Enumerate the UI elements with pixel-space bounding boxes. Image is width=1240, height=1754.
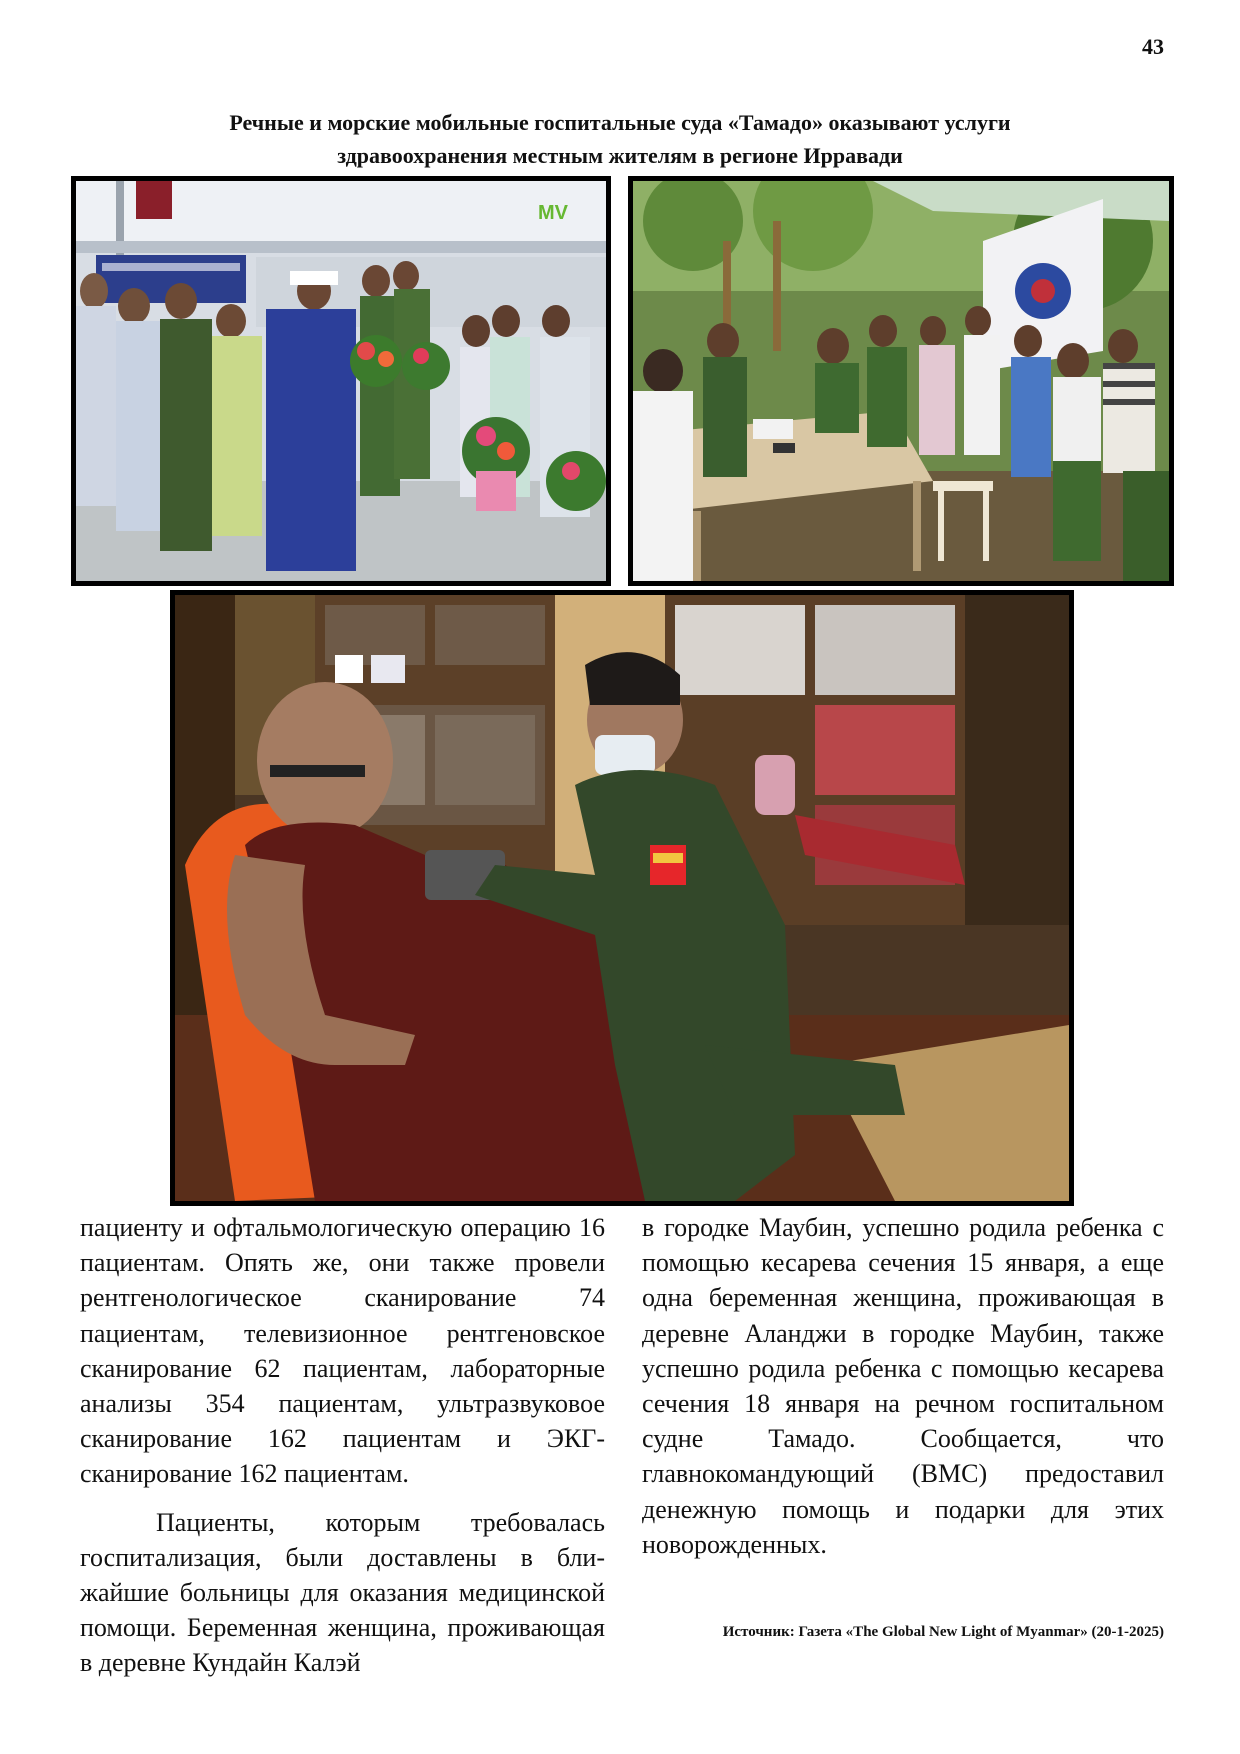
article-paragraph: в городке Маубин, успешно родила ребенка с помощью кесарева сечения 15 января, а еще одна беременная женщина, проживающая в деревне Аланджи в городке Маубин, также успешно родила ребенка с помощью кесарева сечения 18 января на речном госпитальном судне Тамадо. Сообщается, что главнокомандующий (ВМС) предоставил денежную помощь и подарки для этих новорожденных. xyxy=(642,1213,1164,1559)
photo-welcoming-ceremony xyxy=(71,176,611,586)
article-source: Источник: Газета «The Global New Light of Myanmar» (20-1-2025) xyxy=(722,1624,1164,1640)
photo-watermark: MV xyxy=(538,202,568,224)
article-column-left xyxy=(80,1210,605,1681)
article-title xyxy=(80,106,1160,172)
photo-monk-checkup xyxy=(170,590,1074,1206)
photo-outdoor-clinic xyxy=(628,176,1174,586)
article-paragraph: Пациенты, которым требовалась госпитализация, были доставлены в ближайшие больницы для оказания медицинской помощи. Беременная женщина, проживающая в деревне Кундайн Калэй xyxy=(80,1507,605,1678)
article-title-line-2: здравоохранения местным жителям в регионе Ирравади xyxy=(337,143,903,168)
article-column-right xyxy=(642,1210,1164,1562)
article-paragraph: пациенту и офтальмологическую операцию 16 пациентам. Опять же, они также провели рентгенологическое сканирование 74 пациентам, телевизионное рентгеновское сканирование 62 пациентам, лабораторные анализы 354 пациентам, ультразвуковое сканирование 162 пациентам и ЭКГ-сканирование 162 пациентам. xyxy=(80,1213,605,1489)
article-title-line-1: Речные и морские мобильные госпитальные суда «Тамадо» оказывают услуги xyxy=(229,110,1011,135)
page-number: 43 xyxy=(1142,34,1164,59)
